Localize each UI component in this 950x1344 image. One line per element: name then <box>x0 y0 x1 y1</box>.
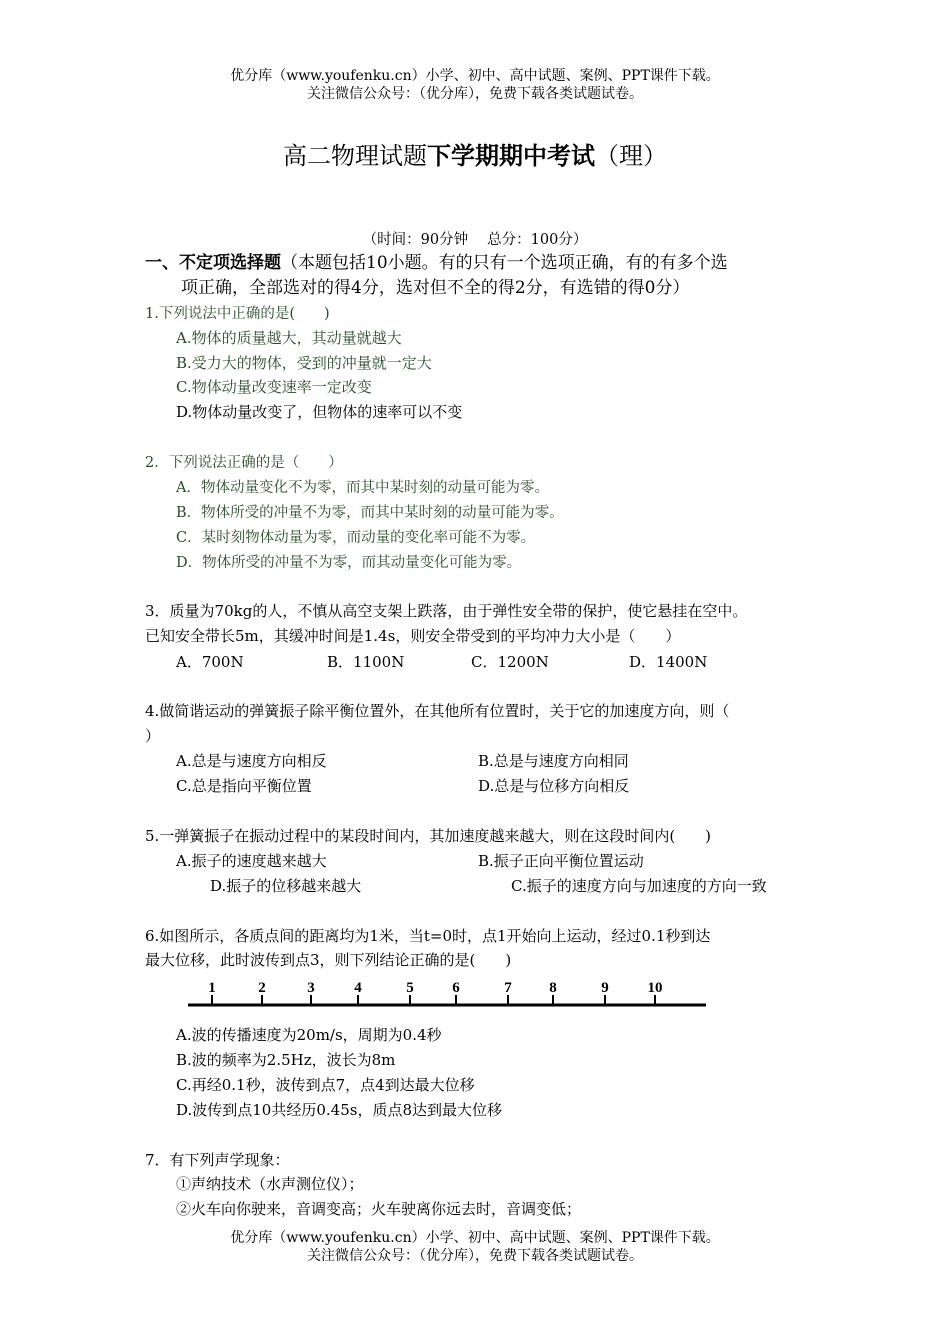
q3-option-a: A．700N <box>176 653 244 671</box>
header-line-1: 优分库（www.youfenku.cn）小学、初中、高中试题、案例、PPT课件下载。 <box>230 68 720 84</box>
section-desc-2: 项正确，全部选对的得4分，选对但不全的得2分，有选错的得0分） <box>181 278 690 298</box>
q2-stem: 2．下列说法正确的是（ ） <box>145 455 343 471</box>
q6-option-d: D.波传到点10共经历0.45s，质点8达到最大位移 <box>176 1101 502 1119</box>
page-title <box>0 136 950 171</box>
figure-point-label-10: 10 <box>647 980 663 996</box>
q7-item-2: ②火车向你驶来，音调变高；火车驶离你远去时，音调变低； <box>176 1200 582 1218</box>
section-heading <box>145 250 728 276</box>
q5-option-b: B.振子正向平衡位置运动 <box>478 852 644 870</box>
q4-option-a: A.总是与速度方向相反 <box>176 752 327 770</box>
section-desc-1: （本题包括10小题。有的只有一个选项正确，有的有多个选 <box>281 253 728 273</box>
figure-point-label-4: 4 <box>354 980 362 996</box>
q4-stem-2: ） <box>145 727 161 745</box>
q2-option-a: A．物体动量变化不为零，而其中某时刻的动量可能为零。 <box>176 480 549 496</box>
q6-stem-1: 6.如图所示，各质点间的距离均为1米，当t=0时，点1开始向上运动，经过0.1秒到达 <box>145 927 711 945</box>
q4-stem-1: 4.做简谐运动的弹簧振子除平衡位置外，在其他所有位置时，关于它的加速度方向，则（ <box>145 702 730 720</box>
q5-option-a: A.振子的速度越来越大 <box>176 852 327 870</box>
q6-option-b: B.波的频率为2.5Hz，波长为8m <box>176 1051 396 1069</box>
figure-point-label-2: 2 <box>258 980 266 996</box>
section-title: 一、不定项选择题 <box>145 253 281 273</box>
q4-option-d: D.总是与位移方向相反 <box>478 777 630 795</box>
q3-stem-2: 已知安全带长5m，其缓冲时间是1.4s，则安全带受到的平均冲力大小是（ ） <box>145 627 681 645</box>
header-line-2: 关注微信公众号：（优分库），免费下载各类试题试卷。 <box>307 86 643 102</box>
title-prefix: 高二物理试题 <box>283 142 427 170</box>
figure-point-label-8: 8 <box>549 980 557 996</box>
figure-point-label-6: 6 <box>452 980 460 996</box>
q5-option-d: D.振子的位移越来越大 <box>210 877 362 895</box>
q6-stem-2: 最大位移，此时波传到点3，则下列结论正确的是( ) <box>145 951 512 969</box>
q3-option-b: B．1100N <box>327 653 405 671</box>
q7-stem: 7．有下列声学现象： <box>145 1151 290 1169</box>
footer-line-1: 优分库（www.youfenku.cn）小学、初中、高中试题、案例、PPT课件下载。 <box>230 1230 720 1246</box>
q7-item-1: ①声纳技术（水声测位仪）； <box>176 1175 364 1193</box>
figure-point-label-7: 7 <box>504 980 512 996</box>
q2-option-d: D．物体所受的冲量不为零，而其动量变化可能为零。 <box>176 555 522 571</box>
q1-option-c: C.物体动量改变速率一定改变 <box>176 378 372 396</box>
title-suffix: （理） <box>595 142 667 170</box>
q1-stem: 1.下列说法中正确的是( ) <box>145 306 330 322</box>
q6-option-a: A.波的传播速度为20m/s，周期为0.4秒 <box>176 1026 442 1044</box>
q4-option-c: C.总是指向平衡位置 <box>176 777 312 795</box>
q3-option-c: C．1200N <box>471 653 549 671</box>
q1-option-d: D.物体动量改变了，但物体的速率可以不变 <box>176 403 463 421</box>
q5-option-c: C.振子的速度方向与加速度的方向一致 <box>511 877 767 895</box>
footer-line-2: 关注微信公众号：（优分库），免费下载各类试题试卷。 <box>307 1248 643 1264</box>
q3-option-d: D．1400N <box>629 653 708 671</box>
exam-info: （时间：90分钟 总分：100分） <box>362 232 588 248</box>
figure-point-label-9: 9 <box>601 980 609 996</box>
q4-option-b: B.总是与速度方向相同 <box>478 752 629 770</box>
figure-point-label-3: 3 <box>307 980 315 996</box>
title-bold: 下学期期中考试 <box>427 141 595 170</box>
q3-stem-1: 3．质量为70kg的人，不慎从高空支架上跌落，由于弹性安全带的保护，使它悬挂在空中。 <box>145 602 748 620</box>
q1-option-b: B.受力大的物体，受到的冲量就一定大 <box>176 354 432 372</box>
q2-option-c: C．某时刻物体动量为零，而动量的变化率可能不为零。 <box>176 530 536 546</box>
figure-point-label-1: 1 <box>208 980 216 996</box>
q6-option-c: C.再经0.1秒，波传到点7，点4到达最大位移 <box>176 1076 475 1094</box>
wave-points-figure <box>185 975 710 1011</box>
q2-option-b: B．物体所受的冲量不为零，而其中某时刻的动量可能为零。 <box>176 505 564 521</box>
q5-stem: 5.一弹簧振子在振动过程中的某段时间内，其加速度越来越大，则在这段时间内( ) <box>145 827 712 845</box>
q1-option-a: A.物体的质量越大，其动量就越大 <box>176 329 402 347</box>
figure-point-label-5: 5 <box>406 980 414 996</box>
